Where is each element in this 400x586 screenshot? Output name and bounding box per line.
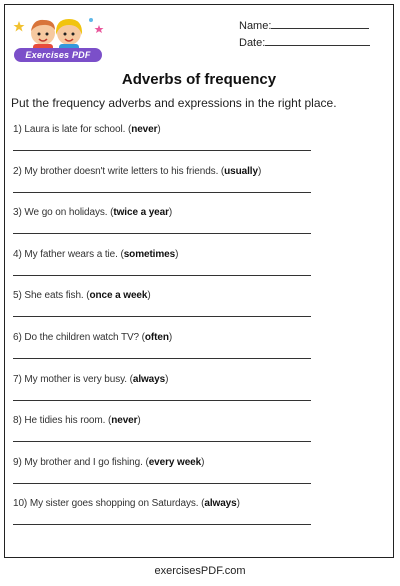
- answer-line[interactable]: [13, 275, 311, 276]
- exercise-item: [13, 166, 393, 208]
- item-text: He tidies his room.: [24, 415, 106, 427]
- date-line[interactable]: [265, 36, 370, 46]
- item-adverb: often: [144, 331, 169, 343]
- exercise-item: [13, 124, 393, 166]
- item-text: Laura is late for school.: [24, 124, 126, 135]
- item-adverb: always: [132, 373, 166, 385]
- item-adverb: sometimes: [123, 248, 176, 260]
- exercise-sentence: 3) We go on holidays. (twice a year): [13, 207, 173, 219]
- item-text: We go on holidays.: [24, 207, 108, 219]
- answer-line[interactable]: [13, 483, 311, 484]
- item-text: My brother and I go fishing.: [24, 456, 143, 468]
- name-field[interactable]: [239, 19, 369, 32]
- exercise-sentence: 5) She eats fish. (once a week): [13, 290, 151, 302]
- answer-line[interactable]: [13, 441, 311, 442]
- item-adverb: never: [111, 415, 138, 427]
- item-number: 10): [13, 498, 28, 510]
- logo-banner-text: Exercises PDF: [14, 48, 102, 62]
- answer-line[interactable]: [13, 233, 311, 234]
- exercise-sentence: 7) My mother is very busy. (always): [13, 373, 169, 385]
- item-number: 3): [13, 207, 22, 219]
- footer-site: exercisesPDF.com: [154, 565, 246, 577]
- item-number: 9): [13, 456, 22, 468]
- item-number: 8): [13, 415, 22, 427]
- item-adverb: once a week: [89, 290, 148, 302]
- item-text: My sister goes shopping on Saturdays.: [29, 498, 199, 510]
- page-title: Adverbs of frequency: [121, 71, 277, 88]
- date-field[interactable]: [239, 36, 370, 49]
- item-number: 4): [13, 248, 22, 260]
- kids-illustration-icon: [11, 15, 106, 51]
- answer-line[interactable]: [13, 400, 311, 401]
- answer-line[interactable]: [13, 524, 311, 525]
- answer-line[interactable]: [13, 358, 311, 359]
- answer-line[interactable]: [13, 316, 311, 317]
- exercise-item: [13, 374, 393, 416]
- exercise-list: [13, 124, 393, 540]
- exercise-item: [13, 498, 393, 540]
- exercise-sentence: 6) Do the children watch TV? (often): [13, 331, 173, 343]
- name-line[interactable]: [271, 19, 369, 29]
- item-number: 6): [13, 331, 22, 343]
- date-label: Date:: [239, 37, 266, 49]
- exercise-sentence: 9) My brother and I go fishing. (every week): [13, 456, 205, 468]
- item-text: My mother is very busy.: [24, 373, 127, 385]
- exercise-sentence: 2) My brother doesn't write letters to his friends. (usually): [13, 165, 262, 177]
- item-text: Do the children watch TV?: [24, 331, 139, 343]
- exercise-item: [13, 290, 393, 332]
- answer-line[interactable]: [13, 192, 311, 193]
- item-adverb: every week: [148, 456, 202, 468]
- exercise-item: [13, 332, 393, 374]
- item-number: 5): [13, 290, 22, 302]
- item-adverb: twice a year: [113, 207, 169, 219]
- item-adverb: always: [204, 498, 237, 510]
- item-number: 2): [13, 165, 22, 177]
- item-text: My brother doesn't write letters to his friends.: [24, 165, 219, 177]
- instructions: Put the frequency adverbs and expressions in the right place.: [11, 96, 337, 110]
- exercise-item: [13, 415, 393, 457]
- exercise-item: [13, 207, 393, 249]
- item-text: My father wears a tie.: [24, 248, 118, 260]
- item-number: 7): [13, 373, 22, 385]
- worksheet-page: [4, 4, 394, 558]
- item-text: She eats fish.: [24, 290, 84, 302]
- item-number: 1): [13, 124, 22, 135]
- answer-line[interactable]: [13, 150, 311, 151]
- exercises-pdf-logo: [11, 15, 106, 65]
- exercise-sentence: 1) Laura is late for school. (never): [13, 124, 161, 135]
- exercise-item: [13, 457, 393, 499]
- exercise-sentence: 8) He tidies his room. (never): [13, 415, 141, 427]
- name-label: Name:: [239, 20, 272, 32]
- exercise-sentence: 4) My father wears a tie. (sometimes): [13, 248, 179, 260]
- exercise-item: [13, 249, 393, 291]
- exercise-sentence: 10) My sister goes shopping on Saturdays. (always): [13, 498, 240, 510]
- item-adverb: usually: [224, 165, 258, 177]
- item-adverb: never: [131, 124, 158, 135]
